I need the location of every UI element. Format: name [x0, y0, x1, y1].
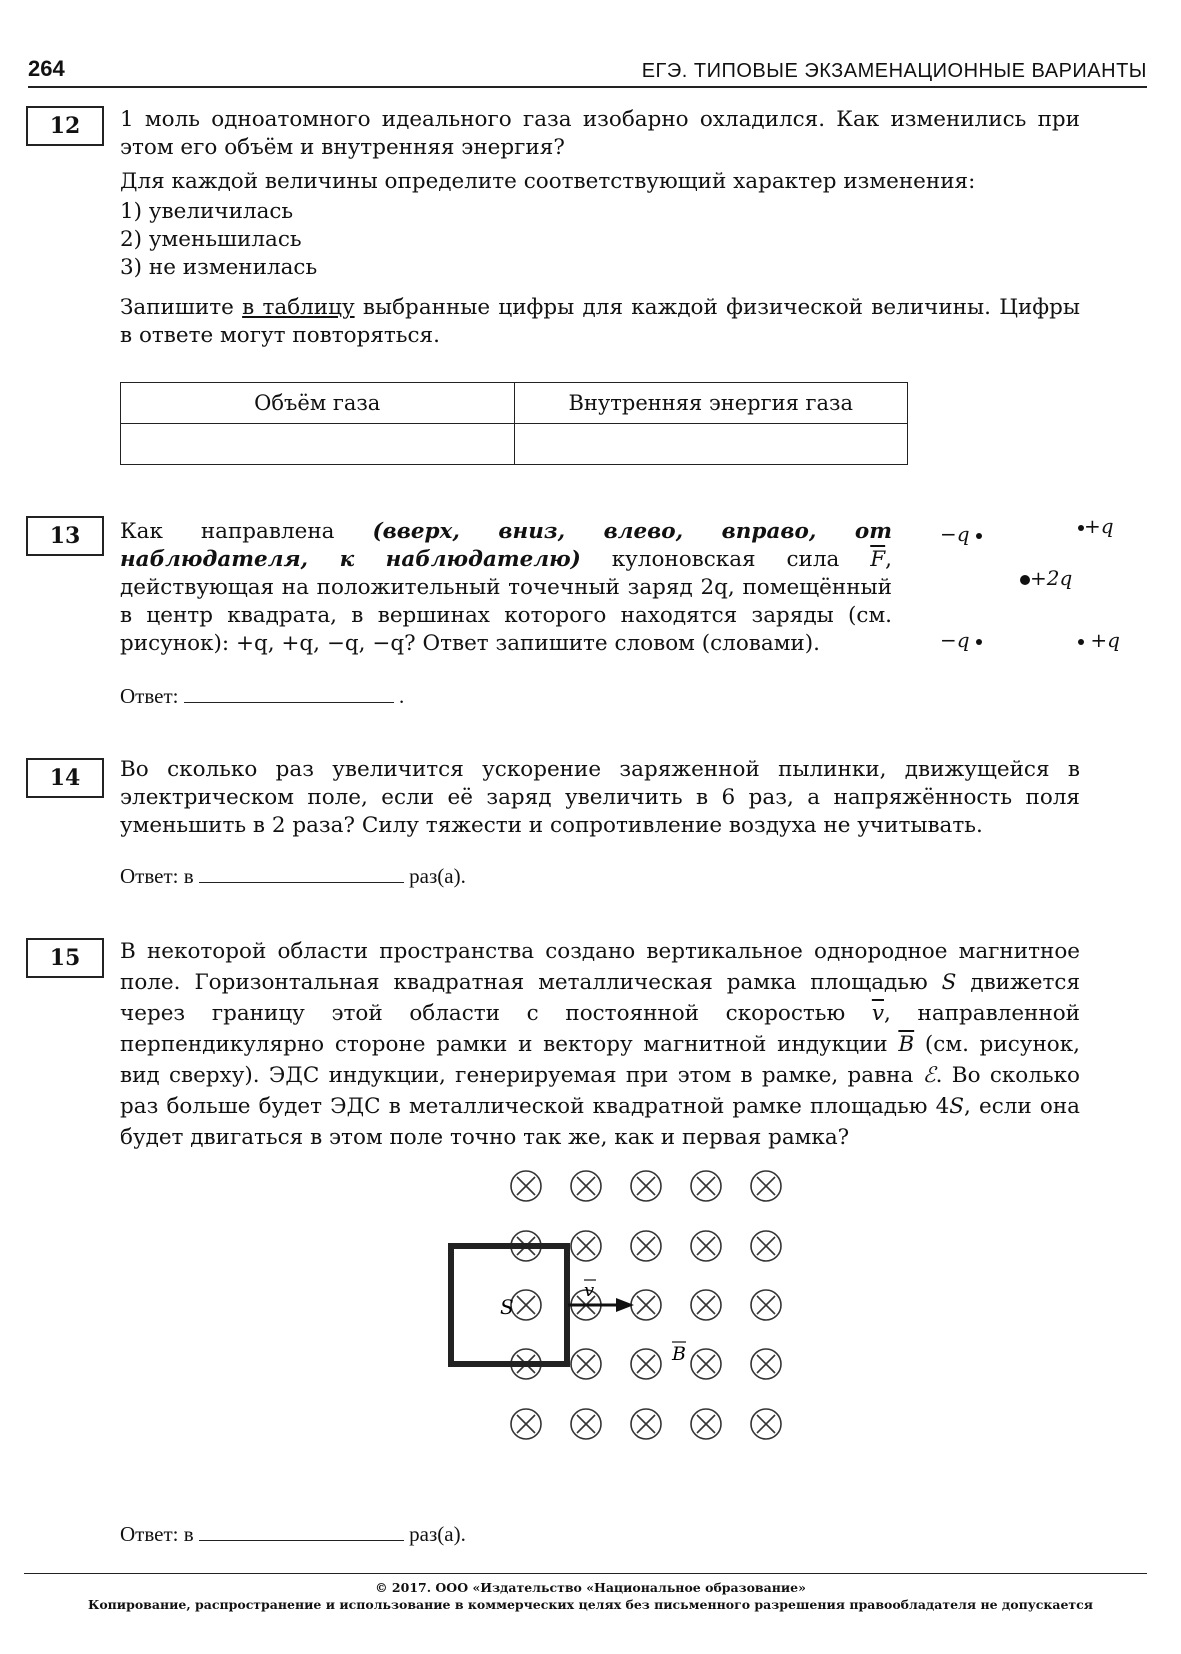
field-symbol-0-3 [691, 1171, 721, 1201]
page-number: 264 [28, 56, 65, 81]
field-symbol-1-2 [631, 1231, 661, 1261]
q14-answer-blank[interactable] [199, 860, 404, 883]
task-number-13: 13 [26, 516, 104, 556]
footer-rule [24, 1573, 1147, 1574]
field-symbol-4-3 [691, 1409, 721, 1439]
field-symbol-2-0 [511, 1290, 541, 1320]
task-number-14: 14 [26, 758, 104, 798]
q15-text: В некоторой области пространства создано вертикальное однородное магнитное поле. Горизонтальная квадратная металлическая рамка площадью S движется через границу этой области с постоянной скоростью $\overline{v}$, направленной перпендикулярно стороне рамки и вектору магнитной индукции $\overline{B}$ (см. рисунок, вид сверху). ЭДС индукции, генерируемая при этом в рамке, равна ℰ. Во сколько раз больше будет ЭДС в металлической квадратной рамке площадью 4S, если она будет двигаться в этом поле точно так же, как и первая рамка? [120, 939, 1081, 1150]
q14-answer: Ответ: в раз(а). [120, 860, 466, 889]
frame-area-label: S [500, 1295, 514, 1319]
field-symbol-0-2 [631, 1171, 661, 1201]
field-symbol-4-4 [751, 1409, 781, 1439]
force-symbol: $\overline{F}$ [870, 547, 886, 572]
copyright-notice: Копирование, распространение и использование в коммерческих целях без письменного разрешения правообладателя не допускается [87, 1597, 1094, 1612]
q14-text: Во сколько раз увеличится ускорение заряженной пылинки, движущейся в электрическом поле, если её заряд увеличить в 6 раз, а напряжённость поля уменьшить в 2 раза? Силу тяжести и сопротивление воздуха не учитывать. [120, 757, 1080, 838]
field-symbol-2-4 [751, 1290, 781, 1320]
q13-answer: Ответ: . [120, 680, 404, 709]
charge-bottom-right: +q [1078, 628, 1120, 652]
field-symbol-4-1 [571, 1409, 601, 1439]
field-symbol-3-2 [631, 1349, 661, 1379]
task-number-12: 12 [26, 106, 104, 146]
table-header-volume: Объём газа [121, 383, 515, 424]
field-lines-into-page [511, 1171, 781, 1439]
field-symbol-3-4 [751, 1349, 781, 1379]
task-number-15: 15 [26, 938, 104, 978]
field-symbol-4-0 [511, 1409, 541, 1439]
q12-option-3: 3) не изменилась [120, 255, 318, 280]
induction-label: B [672, 1343, 686, 1365]
field-symbol-0-1 [571, 1171, 601, 1201]
q12-text: 1 моль одноатомного идеального газа изобарно охладился. Как изменились при этом его объём и внутренняя энергия? [120, 107, 1080, 160]
running-title: ЕГЭ. ТИПОВЫЕ ЭКЗАМЕНАЦИОННЫЕ ВАРИАНТЫ [641, 60, 1147, 82]
q15-answer-blank[interactable] [199, 1518, 404, 1541]
charge-center: +2q [1020, 566, 1072, 590]
copyright-line: © 2017. ООО «Издательство «Национальное образование» [375, 1580, 806, 1595]
header-rule [28, 86, 1147, 88]
field-symbol-2-3 [691, 1290, 721, 1320]
field-symbol-3-1 [571, 1349, 601, 1379]
q12-answer-instruction: Запишите в таблицу выбранные цифры для каждой физической величины. Цифры в ответе могут повторяться. [120, 295, 1080, 348]
q12-table-ref: в таблицу [242, 295, 355, 320]
charge-bottom-left: −q [940, 628, 982, 652]
velocity-label: v [584, 1280, 595, 1301]
field-symbol-1-4 [751, 1231, 781, 1261]
field-symbol-4-2 [631, 1409, 661, 1439]
q12-instruction: Для каждой величины определите соответствующий характер изменения: [120, 169, 976, 194]
charge-top-left: −q [940, 522, 982, 546]
magnetic-field-figure [440, 1160, 820, 1480]
table-header-energy: Внутренняя энергия газа [514, 383, 908, 424]
answer-cell-energy[interactable] [514, 424, 908, 465]
q12-option-1: 1) увеличилась [120, 199, 294, 224]
field-symbol-1-1 [571, 1231, 601, 1261]
field-symbol-3-3 [691, 1349, 721, 1379]
charge-top-right: +q [1078, 514, 1114, 538]
answer-cell-volume[interactable] [121, 424, 515, 465]
q15-answer: Ответ: в раз(а). [120, 1518, 466, 1547]
field-symbol-2-2 [631, 1290, 661, 1320]
q12-answer-table [120, 382, 908, 465]
field-symbol-0-4 [751, 1171, 781, 1201]
field-symbol-1-3 [691, 1231, 721, 1261]
field-symbol-0-0 [511, 1171, 541, 1201]
q12-option-2: 2) уменьшилась [120, 227, 302, 252]
q13-text: Как направлена (вверх, вниз, влево, вправо, от наблюдателя, к наблюдателю) кулоновская сила $\overline{F}$, действующая на положительный точечный заряд 2q, помещённый в центр квадрата, в вершинах которого находятся заряды (см. рисунок): +q, +q, −q, −q? Ответ запишите словом (словами). [120, 519, 893, 656]
q13-answer-blank[interactable] [184, 680, 394, 703]
